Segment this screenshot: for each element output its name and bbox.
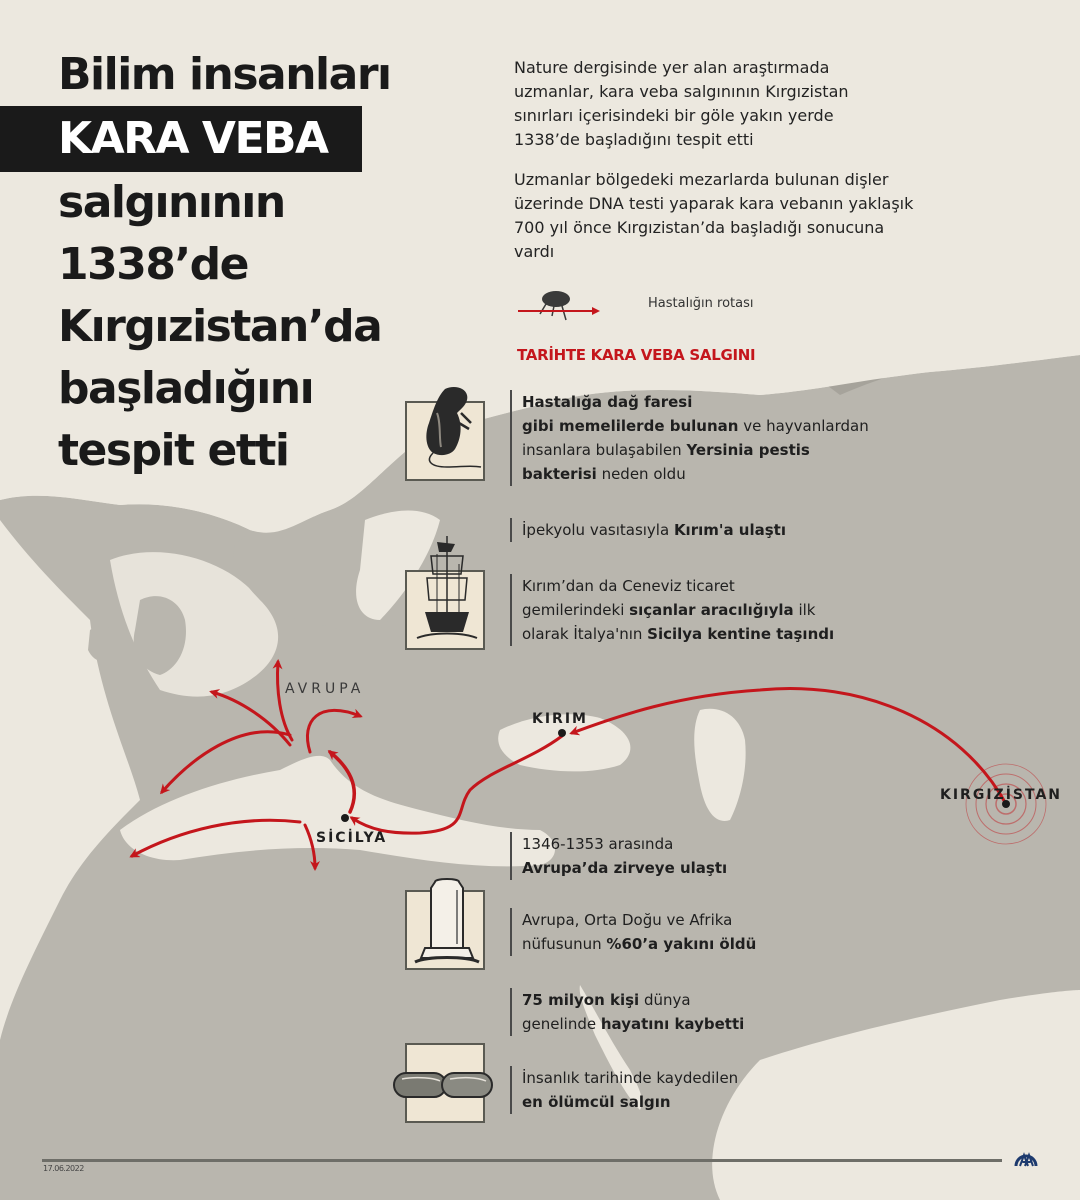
fact-text: insanlara bulaşabilen (522, 441, 687, 459)
fact-text: nüfusunun (522, 935, 607, 953)
fact-text: ilk (793, 601, 816, 619)
legend-label: Hastalığın rotası (648, 296, 754, 311)
map-label-europe: AVRUPA (285, 681, 365, 697)
fact-text: genelinde (522, 1015, 601, 1033)
rat-icon (411, 383, 491, 473)
headline-line-6: başladığını (58, 363, 314, 414)
crimea-dot (558, 729, 566, 737)
flea-icon (516, 286, 606, 326)
bacterium-illustration (405, 1043, 485, 1123)
fact-item (510, 908, 756, 956)
fact-text: Kırım’dan da Ceneviz ticaret (522, 577, 735, 595)
ship-icon (407, 534, 487, 644)
bacterium-icon (392, 1065, 502, 1105)
fact-text: olarak İtalya'nın (522, 625, 648, 643)
fact-item (510, 832, 727, 880)
fact-text-bold: Yersinia pestis (686, 441, 810, 459)
headline (58, 44, 391, 482)
ship-illustration (405, 570, 485, 650)
fact-text: Avrupa, Orta Doğu ve Afrika (522, 911, 733, 929)
fact-text: İpekyolu vasıtasıyla (522, 521, 674, 539)
fact-text-bold: Avrupa’da zirveye ulaştı (522, 859, 728, 877)
headline-highlight: KARA VEBA (0, 106, 362, 172)
publish-date: 17.06.2022 (43, 1164, 84, 1173)
fact-item (510, 1066, 738, 1114)
fact-item (510, 574, 834, 646)
route-legend (516, 286, 816, 326)
fact-text: gemilerindeki (522, 601, 630, 619)
headline-line-7: tespit etti (58, 425, 289, 476)
headline-line-5: Kırgızistan’da (58, 301, 382, 352)
fact-text: 1346-1353 arasında (522, 835, 674, 853)
fact-text-bold: sıçanlar aracılığıyla (629, 601, 794, 619)
map-label-crimea: KIRIM (532, 711, 588, 727)
footer-divider (42, 1159, 1002, 1162)
fact-text-bold: Kırım'a ulaştı (673, 521, 786, 539)
rat-illustration (405, 401, 485, 481)
map-label-sicily: SİCİLYA (316, 830, 388, 846)
fact-item (510, 390, 869, 486)
fact-text: neden oldu (596, 465, 686, 483)
section-title: TARİHTE KARA VEBA SALGINI (517, 346, 756, 364)
intro-paragraph-2: Uzmanlar bölgedeki mezarlarda bulunan dişler üzerinde DNA testi yaparak kara vebanın yaklaşık 700 yıl önce Kırgızistan’da başladığı sonucuna vardı (514, 170, 914, 261)
fact-text-bold: hayatını kaybetti (600, 1015, 745, 1033)
sicily-dot (341, 814, 349, 822)
fact-text-bold: 75 milyon kişi (522, 991, 640, 1009)
fact-text: İnsanlık tarihinde kaydedilen (522, 1069, 739, 1087)
fact-text-bold: Hastalığa dağ faresi (522, 393, 693, 411)
map-label-kyrgyzstan: KIRGIZİSTAN (940, 787, 1062, 803)
fact-item (510, 988, 744, 1036)
fact-text: ve hayvanlardan (738, 417, 869, 435)
headline-line-3: salgınının (58, 177, 285, 228)
intro-paragraph-1: Nature dergisinde yer alan araştırmada uzmanlar, kara veba salgınının Kırgızistan sınırları içerisindeki bir göle yakın yerde 1338’de başladığını tespit etti (514, 58, 849, 149)
fact-text-bold: bakterisi (522, 465, 597, 483)
gravestone-icon (407, 878, 487, 968)
headline-line-4: 1338’de (58, 239, 249, 290)
fact-text-bold: Sicilya kentine taşındı (647, 625, 835, 643)
fact-text-bold: gibi memelilerde bulunan (522, 417, 739, 435)
aa-logo-icon (1013, 1146, 1039, 1172)
fact-text: dünya (639, 991, 691, 1009)
gravestone-illustration (405, 890, 485, 970)
headline-line-1: Bilim insanları (58, 49, 391, 100)
fact-item (510, 518, 786, 542)
fact-text-bold: en ölümcül salgın (522, 1093, 671, 1111)
fact-text-bold: %60’a yakını öldü (606, 935, 757, 953)
